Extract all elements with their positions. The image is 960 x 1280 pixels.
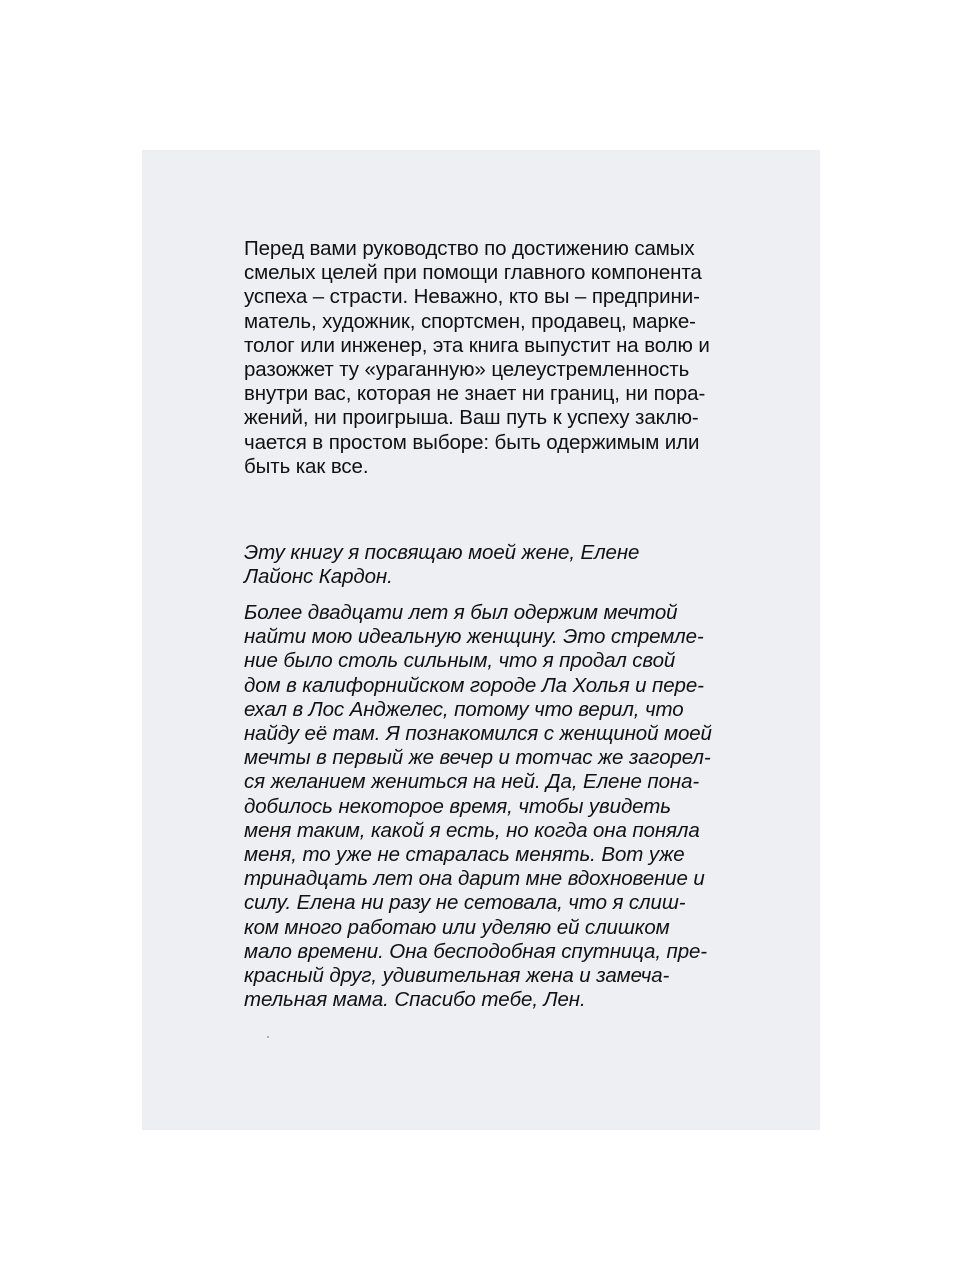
intro-line: успеха – страсти. Неважно, кто вы – предприни- xyxy=(244,285,700,309)
dedication-title xyxy=(244,541,744,589)
intro-line: быть как все. xyxy=(244,454,369,478)
dedication-title-line: Эту книгу я посвящаю моей жене, Елене xyxy=(244,541,640,564)
dedication-line: найду её там. Я познакомился с женщиной моей xyxy=(244,722,712,746)
dedication-line: ся желанием жениться на ней. Да, Елене пона- xyxy=(244,770,700,794)
dedication-line: найти мою идеальную женщину. Это стремле- xyxy=(244,625,704,649)
dedication-line: силу. Елена ни разу не сетовала, что я слиш- xyxy=(244,891,686,915)
dedication-line: ние было столь сильным, что я продал свой xyxy=(244,649,676,673)
intro-line: внутри вас, которая не знает ни границ, ни пора- xyxy=(244,382,706,406)
dedication-line: тельная мама. Спасибо тебе, Лен. xyxy=(244,988,586,1012)
paper-speck xyxy=(267,1036,269,1038)
intro-line: толог или инженер, эта книга выпустит на волю и xyxy=(244,333,710,357)
dedication-line: дом в калифорнийском городе Ла Холья и пере- xyxy=(244,673,704,697)
intro-line: матель, художник, спортсмен, продавец, марке- xyxy=(244,309,696,333)
intro-line: чается в простом выборе: быть одержимым или xyxy=(244,430,700,454)
dedication-line: ком много работаю или уделяю ей слишком xyxy=(244,915,670,939)
intro-paragraph xyxy=(244,237,744,479)
dedication-line: добилось некоторое время, чтобы увидеть xyxy=(244,794,671,818)
intro-line: жений, ни проигрыша. Ваш путь к успеху заклю- xyxy=(244,406,699,430)
dedication-line: красный друг, удивительная жена и замеча- xyxy=(244,964,670,988)
intro-line: Перед вами руководство по достижению самых xyxy=(244,237,695,260)
dedication-line: меня, то уже не старалась менять. Вот уже xyxy=(244,843,685,867)
intro-line: смелых целей при помощи главного компонента xyxy=(244,261,702,285)
dedication-line: мало времени. Она бесподобная спутница, пре- xyxy=(244,939,708,963)
dedication-line: ехал в Лос Анджелес, потому что верил, что xyxy=(244,697,684,721)
dedication-line: мечты в первый же вечер и тотчас же загорел- xyxy=(244,746,711,770)
dedication-line: тринадцать лет она дарит мне вдохновение и xyxy=(244,867,705,891)
dedication-line: меня таким, какой я есть, но когда она поняла xyxy=(244,818,700,842)
dedication-paragraph xyxy=(244,601,744,1012)
dedication-line: Более двадцати лет я был одержим мечтой xyxy=(244,601,678,624)
dedication-title-line: Лайонс Кардон. xyxy=(244,565,393,589)
intro-line: разожжет ту «ураганную» целеустремленность xyxy=(244,358,690,382)
